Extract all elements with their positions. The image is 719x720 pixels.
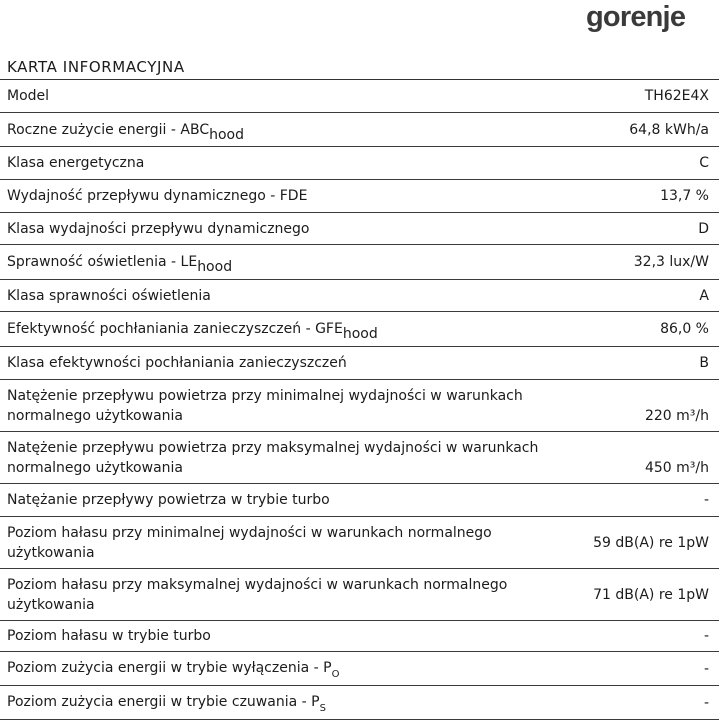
table-row-noise-max <box>0 569 719 621</box>
table-row-annual-energy <box>0 113 719 147</box>
table-row-airflow-turbo <box>0 484 719 517</box>
row-value: 71 dB(A) re 1pW <box>593 586 709 603</box>
row-label: Klasa wydajności przepływu dynamicznego <box>7 220 310 237</box>
info-table <box>0 80 719 720</box>
row-value: 13,7 % <box>660 188 709 204</box>
table-row-energy-class <box>0 147 719 180</box>
row-value: 59 dB(A) re 1pW <box>593 534 709 551</box>
table-row-lighting-efficiency <box>0 245 719 280</box>
table-row-model <box>0 80 719 113</box>
row-value: C <box>699 155 709 171</box>
row-label: Model <box>7 88 50 104</box>
row-value: A <box>699 287 709 304</box>
table-row-airflow-max <box>0 432 719 484</box>
table-row-fde <box>0 180 719 213</box>
label-subscript: O <box>331 668 340 680</box>
row-value: - <box>703 492 709 508</box>
row-value: TH62E4X <box>644 88 709 104</box>
row-label: Sprawność oświetlenia - LEhood <box>7 254 233 275</box>
row-label: Efektywność pochłaniania zanieczyszczeń - GFEhood <box>7 321 378 342</box>
row-label: Poziom hałasu w trybie turbo <box>7 628 211 644</box>
row-label: Klasa efektywności pochłaniania zanieczyszczeń <box>7 355 347 371</box>
row-value: 220 m³/h <box>644 407 709 424</box>
table-row-gfe <box>0 312 719 347</box>
row-label: Natężanie przepływy powietrza w trybie turbo <box>7 492 330 508</box>
row-value: 86,0 % <box>660 321 709 337</box>
table-row-noise-min <box>0 517 719 569</box>
row-label: Roczne zużycie energii - ABChood <box>7 121 244 143</box>
row-value: D <box>698 220 709 237</box>
row-value: - <box>703 694 709 711</box>
label-subscript: S <box>319 702 326 714</box>
row-label: Poziom zużycia energii w trybie wyłączenia - $P_O$ <box>7 659 340 680</box>
label-subscript: hood <box>197 259 233 275</box>
row-label: Poziom zużycia energii w trybie czuwania - $P_S$ <box>7 693 326 714</box>
table-row-lighting-class <box>0 280 719 312</box>
label-subscript: hood <box>342 326 378 342</box>
row-value: 32,3 lux/W <box>633 254 709 270</box>
row-label: Klasa sprawności oświetlenia <box>7 287 211 304</box>
row-value: B <box>699 355 709 371</box>
row-value: - <box>703 628 709 644</box>
gorenje-logo: gorenje <box>586 1 686 33</box>
table-row-power-off <box>0 652 719 686</box>
row-label: Klasa energetyczna <box>7 155 145 171</box>
row-label: Natężenie przepływu powietrza przy maksymalnej wydajności w warunkach normalnego użytkowania <box>7 439 539 476</box>
table-row-power-standby <box>0 686 719 720</box>
table-row-gfe-class <box>0 347 719 380</box>
row-value: - <box>703 660 709 677</box>
label-subscript: hood <box>209 126 244 143</box>
row-value: 64,8 kWh/a <box>629 121 709 138</box>
row-value: 450 m³/h <box>644 459 709 476</box>
table-row-fde-class <box>0 213 719 245</box>
page-title: KARTA INFORMACYJNA <box>7 58 185 76</box>
row-label: Poziom hałasu przy minimalnej wydajności w warunkach normalnego użytkowania <box>7 524 492 561</box>
row-label: Poziom hałasu przy maksymalnej wydajności w warunkach normalnego użytkowania <box>7 576 508 613</box>
table-row-airflow-min <box>0 380 719 432</box>
row-label: Natężenie przepływu powietrza przy minimalnej wydajności w warunkach normalnego użytkowania <box>7 387 523 424</box>
table-row-noise-turbo <box>0 621 719 652</box>
row-label: Wydajność przepływu dynamicznego - FDE <box>7 188 308 204</box>
